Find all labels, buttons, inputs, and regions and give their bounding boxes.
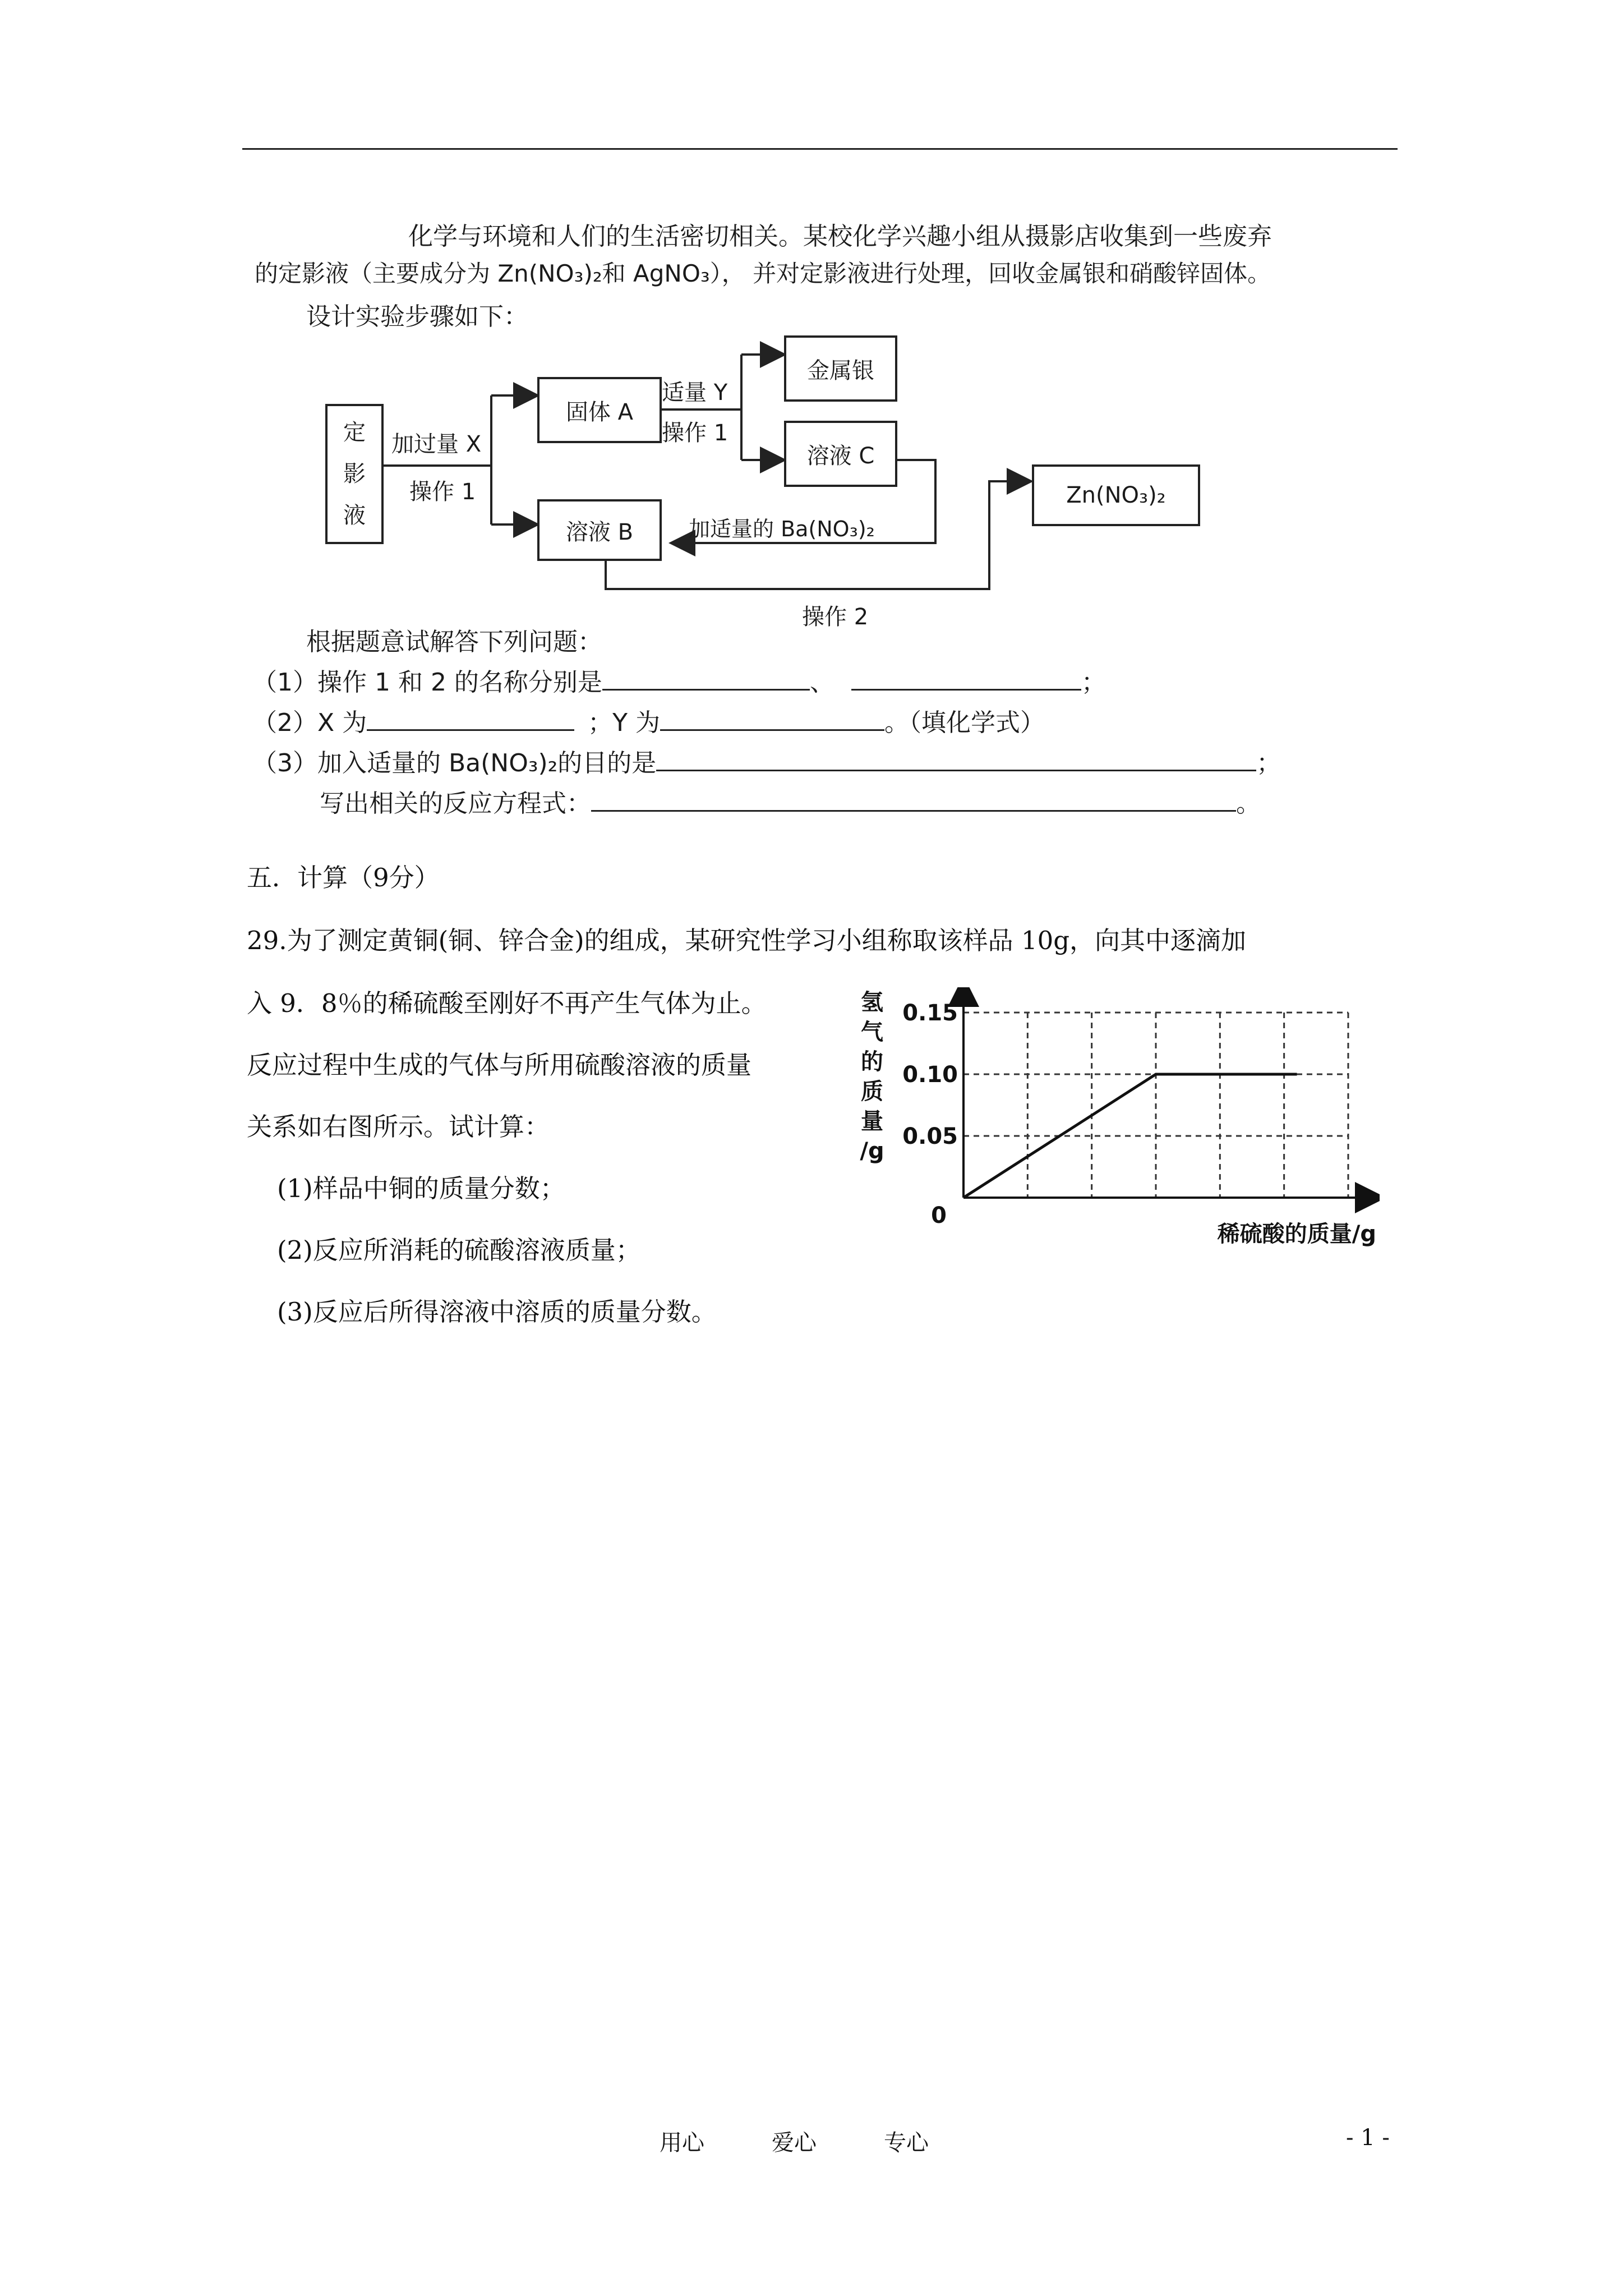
q2-text-a: （2）X 为 <box>252 708 367 737</box>
question-3 <box>252 743 1281 779</box>
flow-box-silver: 金属银 <box>784 335 897 402</box>
flow-label-op1-right: 操作 1 <box>662 420 728 446</box>
chart-grid <box>963 1013 1348 1198</box>
chart-axes <box>963 991 1371 1198</box>
intro-line-1: 化学与环境和人们的生活密切相关。某校化学兴趣小组从摄影店收集到一些废弃 <box>408 222 1272 251</box>
q3-b-end: 。 <box>1236 789 1261 818</box>
y-axis-label-char: 氢 <box>861 990 883 1015</box>
question-1 <box>252 662 1106 698</box>
q2-text-c: 。（填化学式） <box>884 708 1045 737</box>
footer-page-number: - 1 - <box>1346 2125 1390 2151</box>
q2-blank-x <box>367 709 574 731</box>
flow-box-solution-c: 溶液 C <box>784 421 897 487</box>
y-axis-label-char: 质 <box>861 1079 883 1105</box>
flow-box-start <box>325 404 384 544</box>
footer-motto-2: 爱心 <box>772 2130 817 2156</box>
flow-label-op2: 操作 2 <box>802 604 869 630</box>
flowchart-connectors <box>0 0 1623 645</box>
flow-start-char-3: 液 <box>343 503 366 528</box>
y-axis-label-char: 量 <box>861 1108 883 1134</box>
flow-box-solid-a: 固体 A <box>537 377 662 443</box>
q2-blank-y <box>660 709 884 731</box>
q3-blank-equation <box>591 790 1236 812</box>
q3-text-a: （3）加入适量的 Ba(NO₃)₂的目的是 <box>252 749 657 777</box>
sub-question-3: (3)反应后所得溶液中溶质的质量分数。 <box>277 1297 717 1327</box>
origin-label: 0 <box>931 1203 947 1228</box>
footer-motto-1: 用心 <box>660 2130 704 2156</box>
problem-29-line-2: 入 9．8％的稀硫酸至刚好不再产生气体为止。 <box>247 988 767 1018</box>
intro-line-2: 的定影液（主要成分为 Zn(NO₃)₂和 AgNO₃）， 并对定影液进行处理，回收金属银和硝酸锌固体。 <box>255 260 1271 287</box>
questions-prompt: 根据题意试解答下列问题： <box>306 628 602 656</box>
q3-blank-purpose <box>656 749 1256 771</box>
q3-text-b: 写出相关的反应方程式： <box>320 789 591 818</box>
flow-box-product: Zn(NO₃)₂ <box>1032 464 1200 526</box>
hydrogen-mass-chart <box>841 987 1380 1257</box>
question-2 <box>252 702 1045 738</box>
flow-start-char-1: 定 <box>343 420 366 445</box>
y-axis-label-char: /g <box>860 1138 884 1164</box>
footer-motto-3: 专心 <box>884 2130 929 2156</box>
flow-start-char-2: 影 <box>343 461 366 487</box>
flow-box-solution-b: 溶液 B <box>537 499 662 561</box>
problem-29-line-3: 反应过程中生成的气体与所用硫酸溶液的质量 <box>247 1050 752 1080</box>
sub-question-1: (1)样品中铜的质量分数； <box>277 1174 565 1203</box>
section-title: 五．计算（9分） <box>247 863 440 892</box>
sub-question-2: (2)反应所消耗的硫酸溶液质量； <box>277 1235 641 1265</box>
flow-label-add-x: 加过量 X <box>391 431 482 457</box>
y-axis-label-char: 气 <box>861 1019 883 1045</box>
problem-29-line-4: 关系如右图所示。试计算： <box>247 1112 550 1142</box>
flow-label-add-y: 适量 Y <box>662 380 728 406</box>
q1-sep: 、 <box>809 668 834 697</box>
q1-end: ； <box>1081 668 1106 697</box>
q1-text: （1）操作 1 和 2 的名称分别是 <box>252 668 602 697</box>
problem-29-line-1: 29.为了测定黄铜(铜、锌合金)的组成，某研究性学习小组称取该样品 10g，向其中逐滴加 <box>247 926 1247 955</box>
chart-labels <box>860 990 1376 1247</box>
y-tick-label: 0.15 <box>902 1000 958 1026</box>
q1-blank-2 <box>851 669 1081 691</box>
q1-blank-1 <box>602 669 810 691</box>
x-axis-label: 稀硫酸的质量/g <box>1217 1221 1376 1247</box>
question-3-equation <box>320 783 1261 819</box>
flow-label-add-ba: 加适量的 Ba(NO₃)₂ <box>689 517 875 541</box>
y-tick-label: 0.10 <box>902 1062 958 1088</box>
intro-line-3: 设计实验步骤如下： <box>306 302 528 331</box>
q3-end: ； <box>1256 749 1281 777</box>
q2-text-b: ；Y 为 <box>588 708 660 737</box>
flow-label-op1-left: 操作 1 <box>409 479 476 505</box>
y-axis-label-char: 的 <box>861 1049 883 1075</box>
y-tick-label: 0.05 <box>902 1124 958 1149</box>
